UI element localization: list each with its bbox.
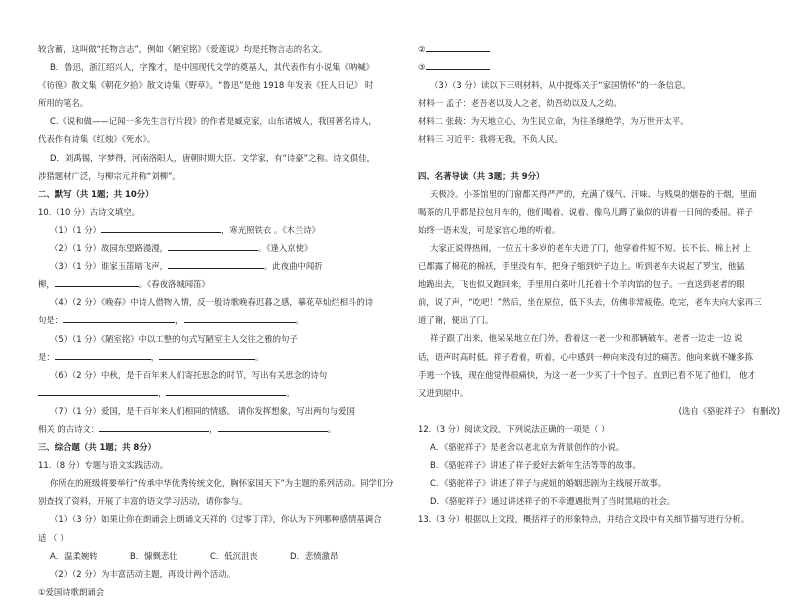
question-item: （2）（2 分）为丰富活动主题，再设计两个活动。 bbox=[50, 568, 235, 579]
option-d[interactable]: D．《骆驼祥子》通过讲述祥子的不幸遭遇批判了当时黑暗的社会。 bbox=[430, 496, 676, 507]
text-line: 涉猎题材广泛，与柳宗元并称“刘柳”。 bbox=[38, 170, 181, 181]
answer-blank[interactable] bbox=[38, 386, 158, 396]
text-line: 较含蓄，这叫做“托物言志”，例如《陋室铭》《爱莲说》均是托物言志的名文。 bbox=[38, 44, 328, 54]
passage-line: 手逃一个钱，现在他觉得很痛快，为这一老一少买了十个包子。直到已看不见了他们， 他才 bbox=[418, 369, 756, 380]
item-text: ，寒光照铁衣 。《木兰诗》 bbox=[221, 224, 320, 235]
item-label: （3）（1 分）谁家玉笛暗飞声， bbox=[50, 261, 168, 272]
passage-line: 大家正说得热闹，一位五十多岁的老车夫进了门，他穿着件短不短、长不长、棉上衬 上 bbox=[430, 242, 751, 253]
text-line: 代表作有诗集《红烛》《死水》。 bbox=[38, 134, 156, 145]
text-line: B．鲁迅，浙江绍兴人，字豫才，是中国现代文学的奠基人，其代表作有小说集《呐喊》 bbox=[50, 62, 374, 73]
passage-line: 喝茶的几乎都是拉包月车的，他们喝着、说着、像鸟儿蹲了巢似的讲着一日间的委屈。祥子 bbox=[418, 206, 753, 217]
list-item bbox=[418, 40, 780, 58]
question-item: 是： ， 。 bbox=[38, 351, 264, 362]
item-text: 。《春夜洛城闻笛》 bbox=[138, 279, 210, 290]
question-item bbox=[38, 221, 400, 239]
answer-blank[interactable] bbox=[55, 277, 139, 287]
passage-line: 话，语声时高时低。祥子看着，听着，心中感到一种向来没有过的痛苦。他向来就不嫌多拣 bbox=[418, 351, 753, 362]
item-label: （2）（1 分）故园东望路漫漫， bbox=[50, 243, 168, 254]
answer-blank[interactable] bbox=[101, 223, 221, 233]
item-label: （1）（1 分） bbox=[50, 224, 101, 235]
answer-blank[interactable] bbox=[218, 422, 328, 432]
item-text: 句是： bbox=[38, 315, 64, 326]
option-row bbox=[38, 547, 400, 565]
answer-blank[interactable] bbox=[159, 350, 255, 360]
material-line: 材料一 孟子：老吾老以及人之老，幼吾幼以及人之幼。 bbox=[418, 98, 622, 109]
text-line: 所用的笔名。 bbox=[38, 98, 89, 109]
question-stem: 13.（3 分）根据以上文段，概括祥子的形象特点，并结合文段中有关细节描写进行分析。 bbox=[418, 514, 750, 525]
question-item: （4）（2 分）《晚春》中诗人借物入情，反一般诗歌晚春迟暮之感，摹花草灿烂相斗的诗 bbox=[50, 297, 374, 308]
question-item: （7）（1 分）爱国，是千百年来人们相同的情感。 请你发挥想象，写出两句与爱国 bbox=[50, 405, 355, 416]
option-a[interactable]: A．温柔婉转 bbox=[50, 550, 98, 561]
passage-line: 又进到屋中。 bbox=[418, 387, 469, 398]
question-stem: 11.（8 分）专题与语文实践活动。 bbox=[38, 460, 169, 471]
section-heading: 二、默写（共 1题；共 10分） bbox=[38, 188, 154, 199]
passage-line: 始终一语未发，可是家官心地的听着。 bbox=[418, 224, 561, 235]
question-item: 适 （ ） bbox=[38, 532, 69, 543]
option-c[interactable]: C．《骆驼祥子》讲述了祥子与虎妞的婚姻悲剧为主线展开故事。 bbox=[430, 478, 667, 489]
passage-line: 前，说了声，“吃吧！”然后，坐在原位，低下头去，仿佛非常疲倦。吃完，老车夫向大家再三 bbox=[418, 297, 762, 308]
passage-line: 祥子跟了出来，他呆呆地立在门外，看着这一老一少和那辆破车。老者一边走一边 说 bbox=[430, 333, 743, 344]
answer-blank[interactable] bbox=[168, 241, 258, 251]
text-line: C.《说和做——记闻一多先生言行片段》的作者是臧克家，山东诸城人，我国著名诗人， bbox=[50, 116, 377, 127]
list-item bbox=[418, 58, 780, 76]
option-b[interactable]: B．慷慨悲壮 bbox=[130, 550, 178, 561]
text-line: 你所在的班级将要举行“传承中华优秀传统文化，胸怀家国天下”为主题的系列活动。同学们分 bbox=[50, 478, 394, 489]
answer-blank[interactable] bbox=[426, 60, 490, 70]
answer-blank[interactable] bbox=[426, 42, 490, 52]
option-a[interactable]: A．《骆驼祥子》是老舍以老北京为背景创作的小说。 bbox=[430, 441, 625, 452]
text-line: D．刘禹锡，字梦得，河南洛阳人，唐朝时期大臣、文学家，有“诗豪”之称。诗文俱佳， bbox=[50, 152, 375, 163]
question-item: （5）（1 分）《陋室铭》中以工整的句式写陋室主人交往之雅的句子 bbox=[50, 333, 298, 344]
item-label: ② bbox=[418, 44, 426, 54]
text-line: 《彷徨》散文集《朝花夕拾》散文诗集《野草》。“鲁迅”是他 1918 年发表《狂人日记》 时 bbox=[38, 80, 374, 91]
material-line: 材料二 张载：为天地立心，为生民立命，为往圣继绝学，为万世开太平。 bbox=[418, 116, 689, 127]
list-item: ①爱国诗歌朗诵会 bbox=[38, 586, 105, 597]
right-column bbox=[418, 40, 780, 528]
material-line: 材料三 习近平：我将无我，不负人民。 bbox=[418, 134, 564, 145]
left-column bbox=[38, 40, 400, 601]
option-b[interactable]: B．《骆驼祥子》讲述了祥子爱好去新年生活等等的故事。 bbox=[430, 460, 641, 471]
passage-line: 天极冷。小茶馆里的门窗都关得严严的，充满了煤气、汗味、与贱臭的烟卷的干烟，里面 bbox=[430, 188, 757, 199]
passage-line: 已都露了棉花的棉袄，手里没有车，把身子缩到炉子边上。听到老车夫说起了罗宝，他猛 bbox=[418, 261, 745, 272]
answer-blank[interactable] bbox=[168, 259, 264, 269]
item-label: ③ bbox=[418, 62, 426, 73]
question-item: （1）（3 分）如果让你在朗诵会上朗诵文天祥的《过零丁洋》，你认为下列哪种感情基调合 bbox=[50, 514, 382, 525]
answer-blank[interactable] bbox=[166, 386, 286, 396]
passage-source: (选自《骆驼祥子》 有删改) bbox=[678, 405, 780, 416]
question-item: 相关 的古诗文： ， 。 bbox=[38, 423, 337, 434]
answer-blank[interactable] bbox=[99, 422, 209, 432]
question-item bbox=[38, 257, 400, 275]
question-item bbox=[38, 275, 400, 293]
section-heading: 四、名著导读（共 3题；共 9分） bbox=[418, 170, 545, 181]
item-text: 是： bbox=[38, 351, 55, 362]
answer-blank[interactable] bbox=[184, 313, 296, 323]
question-stem: 10.（10 分）古诗文填空。 bbox=[38, 206, 141, 217]
section-heading: 三、综合题（共 1题；共 8分） bbox=[38, 442, 156, 453]
question-item: ， 。 bbox=[38, 384, 400, 402]
answer-blank[interactable] bbox=[63, 313, 175, 323]
option-c[interactable]: C．低沉沮丧 bbox=[210, 550, 258, 561]
item-text: 。此夜曲中闻折 bbox=[264, 261, 323, 272]
item-text: 。《逢入京使》 bbox=[258, 243, 313, 254]
passage-line: 地跪出去，飞也似又跑回来，手里用白菜叶儿托着十个羊肉馅的包子。一直送到老者的眼 bbox=[418, 279, 745, 290]
option-d[interactable]: D．悲愤激昂 bbox=[290, 550, 339, 561]
answer-blank[interactable] bbox=[55, 350, 151, 360]
passage-line: 道了谢，便出了门。 bbox=[418, 315, 494, 326]
question-item bbox=[38, 239, 400, 257]
text-line: 别查找了资料，开展了丰富的语文学习活动，请你参与。 bbox=[38, 496, 248, 507]
question-stem: 12.（3 分）阅读文段，下列说法正确的一项是（ ） bbox=[418, 423, 610, 434]
item-text: 相关 的古诗文： bbox=[38, 423, 100, 434]
item-text: 柳， bbox=[38, 279, 55, 290]
question-item: 句是： ， 。 bbox=[38, 315, 304, 326]
question-item: （6）（2 分）中秋，是千百年来人们寄托思念的时节，写出有关思念的诗句 bbox=[50, 369, 328, 380]
question-item: （3）（3 分）读以下三则材料，从中提炼关于“家国情怀”的一条信息。 bbox=[430, 80, 691, 91]
